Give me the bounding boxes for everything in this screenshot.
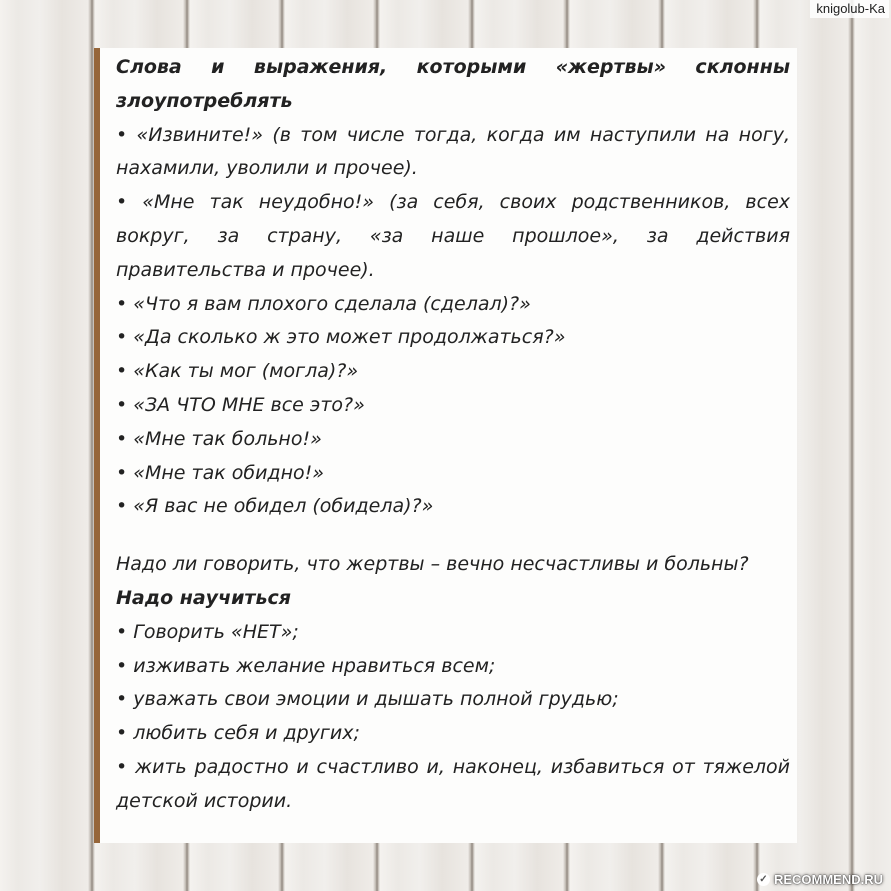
list-item: • «Мне так больно!» xyxy=(116,427,322,450)
list-item: • «Мне так неудобно!» (за себя, своих родственников, всех вокруг, за страну, «за наше прошлое», за действия правительства и прочее). xyxy=(116,191,790,281)
list-item: • изживать желание нравиться всем; xyxy=(116,654,496,677)
list-item: • любить себя и других; xyxy=(116,722,360,745)
recommend-logo-icon: ✓ xyxy=(757,873,770,886)
list-item: • «Да сколько ж это может продолжаться?» xyxy=(116,326,566,349)
list-item: • «Как ты мог (могла)?» xyxy=(116,360,359,383)
recommend-watermark xyxy=(757,872,883,887)
paragraph-gap xyxy=(116,524,790,548)
list-item: • «Что я вам плохого сделала (сделал)?» xyxy=(116,292,531,315)
list-item: • «Я вас не обидел (обидела)?» xyxy=(116,495,434,518)
heading-victim-phrases: Слова и выражения, которыми «жертвы» склонны злоупотреблять xyxy=(116,56,790,112)
list-item: • Говорить «НЕТ»; xyxy=(116,620,299,643)
text-card xyxy=(94,48,797,843)
list-item: • жить радостно и счастливо и, наконец, избавиться от тяжелой детской истории. xyxy=(116,755,790,812)
recommend-text: RECOMMEND.RU xyxy=(773,872,883,887)
question-paragraph: Надо ли говорить, что жертвы – вечно несчастливы и больны? xyxy=(116,553,749,576)
watermark-label: knigolub-Ka xyxy=(810,0,889,18)
list-item: • «ЗА ЧТО МНЕ все это?» xyxy=(116,393,365,416)
card-content xyxy=(116,51,790,819)
list-item: • уважать свои эмоции и дышать полной грудью; xyxy=(116,688,619,711)
heading-need-to-learn: Надо научиться xyxy=(116,586,291,609)
list-item: • «Извините!» (в том числе тогда, когда им наступили на ногу, нахамили, уволили и прочее). xyxy=(116,123,790,180)
list-item: • «Мне так обидно!» xyxy=(116,461,324,484)
